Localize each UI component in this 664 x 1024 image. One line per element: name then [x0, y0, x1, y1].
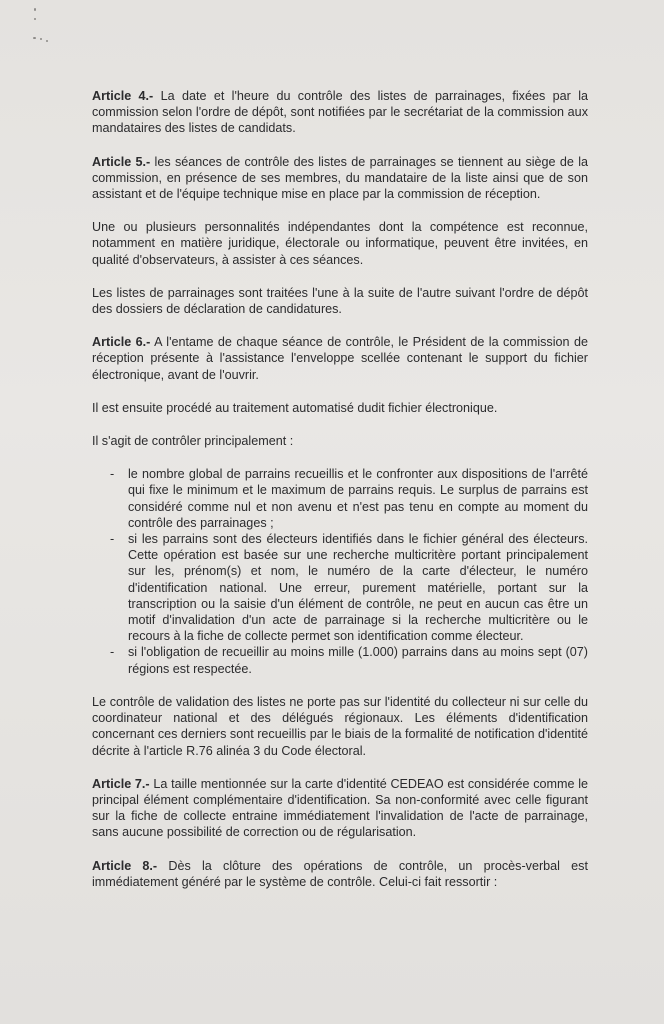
scan-speck: [40, 38, 42, 40]
article-6: [92, 334, 588, 383]
paragraph-traitement: Il est ensuite procédé au traitement automatisé dudit fichier électronique.: [92, 400, 498, 415]
scan-speck: [46, 40, 48, 42]
scan-speck: [33, 37, 36, 39]
scan-speck: [34, 8, 36, 11]
article-text: Dès la clôture des opérations de contrôle, un procès-verbal est immédiatement généré par le système de contrôle. Celui-ci fait ressortir :: [92, 858, 588, 889]
scan-speck: [34, 18, 36, 20]
paragraph-ordre: Les listes de parrainages sont traitées l'une à la suite de l'autre suivant l'ordre de dépôt des dossiers de déclaration de candidatures.: [92, 285, 588, 317]
article-text: les séances de contrôle des listes de parrainages se tiennent au siège de la commission, en présence de ses membres, du mandataire de la liste ainsi que de son assistant et de l'équipe technique mise en place par la commission de réception.: [92, 154, 588, 202]
list-item-text: si l'obligation de recueillir au moins mille (1.000) parrains dans au moins sept (07) régions est respectée.: [128, 645, 588, 676]
list-item-text: le nombre global de parrains recueillis et le confronter aux dispositions de l'arrêté qui fixe le minimum et le maximum de parrains requis. Le surplus de parrains est considéré comme nul et non avenu et n'est pas tenu en compte au moment du contrôle des parrainages ;: [128, 467, 588, 530]
article-8: [92, 858, 588, 890]
list-item: [92, 531, 588, 644]
article-text: A l'entame de chaque séance de contrôle, le Président de la commission de réception présente à l'assistance l'enveloppe scellée contenant le support du fichier électronique, avant de l'ouvrir.: [92, 335, 588, 382]
article-label: Article 7.-: [92, 776, 150, 791]
list-item: [92, 466, 588, 531]
bullet-dash: -: [110, 645, 115, 660]
article-text: La date et l'heure du contrôle des listes de parrainages, fixées par la commission selon l'ordre de dépôt, sont notifiées par le secrétariat de la commission aux mandataires des listes de candidats.: [92, 89, 588, 136]
article-4: [92, 88, 588, 137]
paragraph-validation: Le contrôle de validation des listes ne porte pas sur l'identité du collecteur ni sur celle du coordinateur national et des délégués régionaux. Les éléments d'identification concernant ces derniers sont recueillis par le biais de la formalité de notification d'identité décrite à l'article R.76 alinéa 3 du Code électoral.: [92, 694, 588, 758]
paragraph-observateurs: Une ou plusieurs personnalités indépendantes dont la compétence est reconnue, notamment en matière juridique, électorale ou informatique, peuvent être invitées, en qualité d'observateurs, à assister à ces séances.: [92, 220, 588, 267]
list-item: [92, 644, 588, 676]
article-7: [92, 776, 588, 841]
article-label: Article 5.-: [92, 154, 151, 169]
list-item-text: si les parrains sont des électeurs identifiés dans le fichier général des électeurs. Cette opération est basée sur une recherche multicritère portant principalement sur les, prénom(s) et nom, le numéro de la carte d'électeur, le numéro d'identification national. Une erreur, purement matérielle, portant sur la transcription ou la saisie d'un élément de contrôle, ne peut en aucun cas être un motif d'invalidation d'un acte de parrainage si la recherche multicritère ou le recours à la fiche de collecte permet son identification comme électeur.: [128, 532, 588, 644]
article-label: Article 4.-: [92, 89, 154, 103]
article-label: Article 8.-: [92, 858, 158, 873]
article-5: [92, 154, 588, 203]
bullet-dash: -: [110, 467, 115, 482]
control-list: [92, 466, 588, 677]
document-body: [92, 88, 588, 907]
article-label: Article 6.-: [92, 335, 151, 350]
paragraph-controler: Il s'agit de contrôler principalement :: [92, 434, 294, 449]
bullet-dash: -: [110, 532, 115, 547]
article-text: La taille mentionnée sur la carte d'identité CEDEAO est considérée comme le principal élément complémentaire d'identification. Sa non-conformité avec celle figurant sur la fiche de collecte entraine immédiatement l'invalidation de l'acte de parrainage, sans aucune possibilité de correction ou de régularisation.: [92, 776, 589, 840]
